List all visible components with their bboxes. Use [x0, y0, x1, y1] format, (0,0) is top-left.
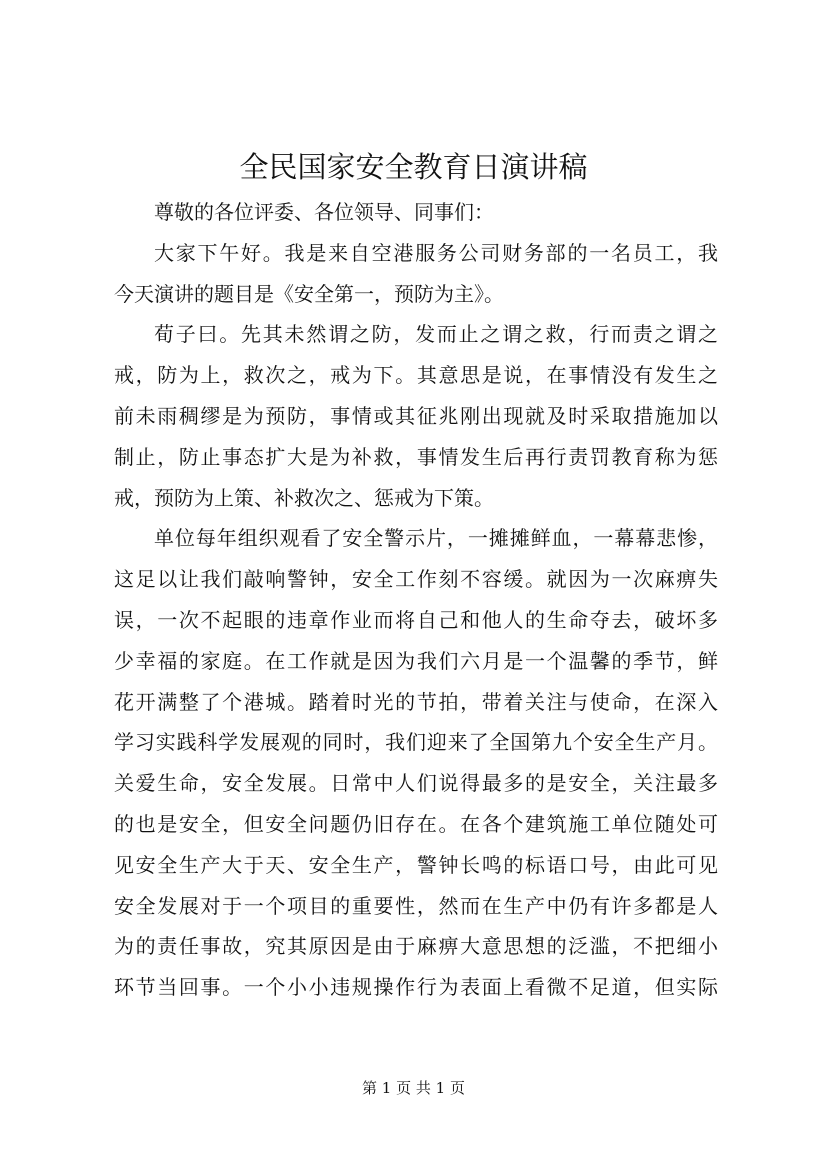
body-line: 荀子曰。先其未然谓之防，发而止之谓之救，行而责之谓之 [154, 322, 718, 347]
body-line: 学习实践科学发展观的同时，我们迎来了全国第九个安全生产月。 [114, 730, 718, 755]
body-line: 的也是安全，但安全问题仍旧存在。在各个建筑施工单位随处可 [114, 811, 718, 836]
document-body [114, 192, 718, 1008]
body-line: 大家下午好。我是来自空港服务公司财务部的一名员工，我 [154, 240, 718, 265]
body-line: 前未雨稠缪是为预防，事情或其征兆刚出现就及时采取措施加以 [114, 403, 718, 428]
body-line: 今天演讲的题目是《安全第一，预防为主》。 [114, 281, 504, 306]
body-line: 为的责任事故，究其原因是由于麻痹大意思想的泛滥，不把细小 [114, 934, 718, 959]
salutation-line: 尊敬的各位评委、各位领导、同事们： [154, 200, 494, 224]
body-line: 单位每年组织观看了安全警示片，一摊摊鲜血，一幕幕悲惨， [154, 526, 718, 551]
body-line: 这足以让我们敲响警钟，安全工作刻不容缓。就因为一次麻痹失 [114, 567, 718, 592]
body-line: 花开满整了个港城。踏着时光的节拍，带着关注与使命，在深入 [114, 689, 718, 714]
body-line: 关爱生命，安全发展。日常中人们说得最多的是安全，关注最多 [114, 771, 718, 796]
body-line: 制止，防止事态扩大是为补救，事情发生后再行责罚教育称为惩 [114, 444, 718, 469]
page-number-footer: 第 1 页 共 1 页 [362, 1079, 465, 1097]
body-line: 少幸福的家庭。在工作就是因为我们六月是一个温馨的季节，鲜 [114, 648, 718, 673]
body-line: 戒，防为上，救次之，戒为下。其意思是说，在事情没有发生之 [114, 363, 718, 388]
body-line: 误，一次不起眼的违章作业而将自己和他人的生命夺去，破坏多 [114, 607, 718, 632]
document-title: 全民国家安全教育日演讲稿 [239, 150, 588, 184]
body-line: 安全发展对于一个项目的重要性，然而在生产中仍有许多都是人 [114, 893, 718, 918]
body-line: 环节当回事。一个小小违规操作行为表面上看微不足道，但实际 [114, 975, 718, 1000]
body-line: 见安全生产大于天、安全生产，警钟长鸣的标语口号，由此可见 [114, 852, 718, 877]
body-line: 戒，预防为上策、补救次之、惩戒为下策。 [114, 485, 494, 510]
